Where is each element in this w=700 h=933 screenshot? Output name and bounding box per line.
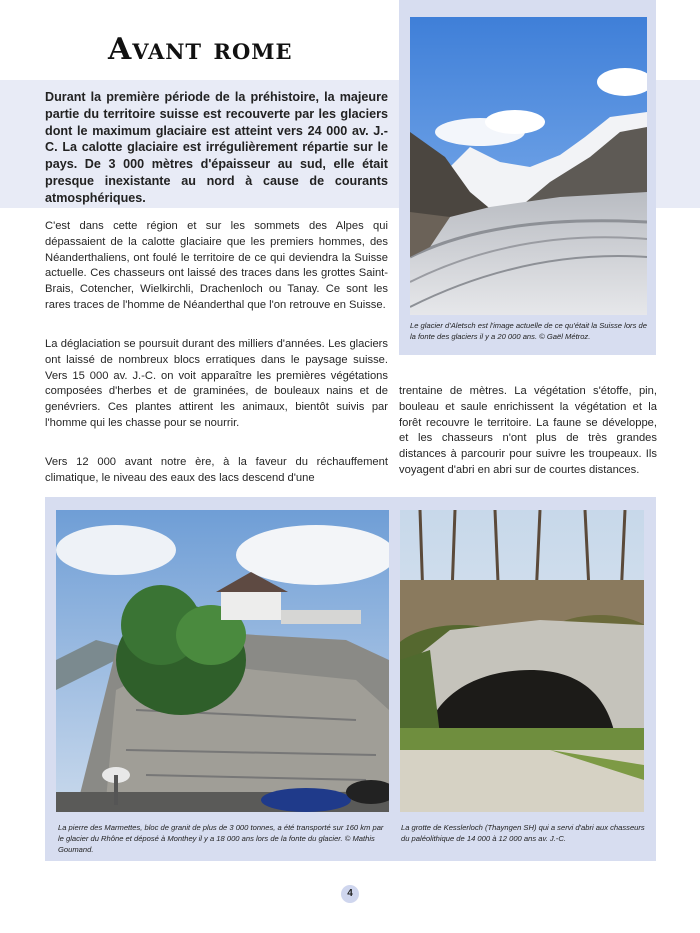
- body-paragraph-4: trentaine de mètres. La végétation s'étoffe, pin, bouleau et saule enrichissent la végétation et la forêt recouvre le territoire. La faune se développe, et les chasseurs n'ont plus de très grandes distances à parcourir pour suivre les troupeaux. Ils voyagent d'abri en abri sur de courtes distances.: [399, 385, 657, 476]
- page-title: Avant rome: [108, 32, 293, 67]
- intro-paragraph: Durant la première période de la préhistoire, la majeure partie du territoire suisse est recouverte par les glaciers dont le maximum glaciaire est atteint vers 24 000 av. J.-C. La calotte glaciaire est irrégulièrement répartie sur le pays. De 3 000 mètres d'épaisseur au sud, elle était presque inexistante au nord à cause de courants atmosphériques.: [45, 90, 388, 205]
- body-paragraph-3: Vers 12 000 avant notre ère, à la faveur du réchauffement climatique, le niveau des eaux des lacs descend d'une: [45, 456, 388, 484]
- body-paragraph-1: C'est dans cette région et sur les sommets des Alpes qui dépassaient de la calotte glaciaire que les premiers hommes, des Néanderthaliens, ont foulé le territoire de ce qui deviendra la Suisse actuelle. Ces chasseurs ont laissé des traces dans les grottes Saint-Brais, Cotencher, Wielkirchli, Drachenloch ou Tanay. Ce sont les rares traces de l'homme de Néanderthal que l'on retrouve en Suisse.: [45, 220, 388, 311]
- kesslerloch-caption: La grotte de Kesslerloch (Thayngen SH) qui a servi d'abri aux chasseurs du paléolithique de 14 000 à 12 000 ans av. J.-C.: [401, 823, 645, 843]
- aletsch-glacier-photo: [410, 17, 647, 315]
- body-paragraph-2: La déglaciation se poursuit durant des milliers d'années. Les glaciers ont laissé de nombreux blocs erratiques dans le paysage suisse. Vers 15 000 av. J.-C. on voit apparaître les premières végétations composées d'herbes et de graminées, de bouleaux nains et de genévriers. Ces plantes attirent les animaux, bientôt suivis par l'homme qui les chasse pour se nourrir.: [45, 338, 388, 429]
- marmettes-caption: La pierre des Marmettes, bloc de granit de plus de 3 000 tonnes, a été transporté sur 160 km par le glacier du Rhône et déposé à Monthey il y a 18 000 ans lors de la fonte du glacier. © Mathis Goumand.: [58, 823, 384, 854]
- page-number: 4: [341, 885, 359, 903]
- pierre-des-marmettes-photo: [56, 510, 389, 812]
- glacier-caption: Le glacier d'Aletsch est l'image actuelle de ce qu'était la Suisse lors de la fonte des glaciers il y a 20 000 ans. © Gaël Métroz.: [410, 321, 647, 341]
- kesslerloch-cave-photo: [400, 510, 644, 812]
